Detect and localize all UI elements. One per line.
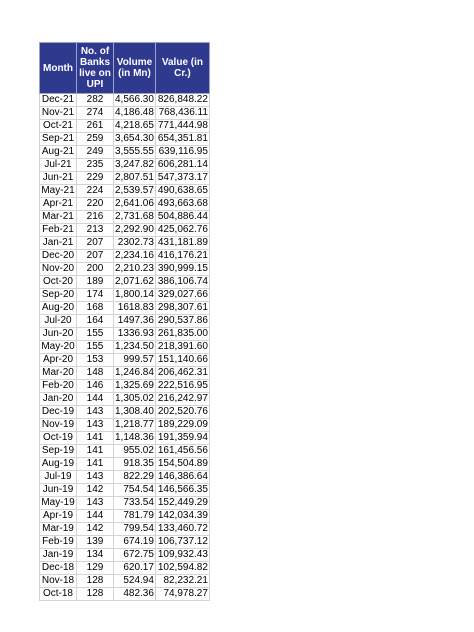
banks-cell: 164 xyxy=(77,315,114,328)
value-cell: 606,281.14 xyxy=(155,159,209,172)
table-row xyxy=(40,120,210,133)
volume-cell: 2,210.23 xyxy=(115,263,154,274)
month-cell: Feb-20 xyxy=(40,380,77,393)
value-cell: 298,307.61 xyxy=(155,302,209,315)
volume-cell: 482.36 xyxy=(114,588,156,601)
table-row xyxy=(40,94,210,107)
value-cell: 189,229.09 xyxy=(155,419,209,432)
value-cell: 74,978.27 xyxy=(155,588,209,601)
volume-cell: 955.02 xyxy=(114,445,156,458)
month-cell: Aug-19 xyxy=(40,458,77,471)
month-cell: Jun-19 xyxy=(40,484,77,497)
banks-cell: 207 xyxy=(77,237,114,250)
table-row xyxy=(40,419,210,432)
banks-cell: 216 xyxy=(77,211,114,224)
value-cell: 151,140.66 xyxy=(155,354,209,367)
value-cell: 216,242.97 xyxy=(155,393,209,406)
month-cell: Jan-21 xyxy=(40,237,77,250)
volume-cell: 1,148.36 xyxy=(115,432,154,443)
value-cell: 222,516.95 xyxy=(155,380,209,393)
banks-cell: 207 xyxy=(77,250,114,263)
volume-cell: 2302.73 xyxy=(114,237,156,250)
table-row xyxy=(40,497,210,510)
table-row xyxy=(40,263,210,276)
table-row xyxy=(40,549,210,562)
volume-cell: 1,325.69 xyxy=(115,380,154,391)
volume-cell: 2,539.57 xyxy=(115,185,154,196)
table-row xyxy=(40,133,210,146)
month-cell: Sep-21 xyxy=(40,133,77,146)
volume-cell: 781.79 xyxy=(114,510,156,523)
table-row xyxy=(40,432,210,445)
banks-cell: 143 xyxy=(77,406,114,419)
banks-cell: 200 xyxy=(77,263,114,276)
table-row xyxy=(40,315,210,328)
banks-cell: 155 xyxy=(77,328,114,341)
banks-cell: 143 xyxy=(77,419,114,432)
volume-cell: 2,292.90 xyxy=(115,224,154,235)
value-cell: 390,999.15 xyxy=(155,263,209,276)
volume-cell: 799.54 xyxy=(114,523,156,536)
value-cell: 768,436.11 xyxy=(155,107,209,120)
volume-cell: 822.29 xyxy=(114,471,156,484)
table-row xyxy=(40,484,210,497)
value-cell: 504,886.44 xyxy=(155,211,209,224)
month-cell: Aug-21 xyxy=(40,146,77,159)
table-row xyxy=(40,536,210,549)
month-cell: May-20 xyxy=(41,341,75,352)
month-cell: Oct-19 xyxy=(40,432,77,445)
month-cell: May-21 xyxy=(41,185,75,196)
table-row xyxy=(40,185,210,198)
volume-cell: 4,218.65 xyxy=(115,120,154,131)
banks-cell: 213 xyxy=(77,224,114,237)
table-row xyxy=(40,354,210,367)
month-cell: Nov-20 xyxy=(40,263,77,276)
volume-cell: 4,186.48 xyxy=(115,107,154,118)
banks-cell: 174 xyxy=(77,289,114,302)
volume-cell: 672.75 xyxy=(114,549,156,562)
table-row xyxy=(40,146,210,159)
month-cell: Feb-21 xyxy=(40,224,77,237)
banks-cell: 235 xyxy=(77,159,114,172)
month-cell: Feb-19 xyxy=(40,536,77,549)
month-cell: Nov-21 xyxy=(40,107,77,120)
table-row xyxy=(40,471,210,484)
banks-cell: 155 xyxy=(77,341,114,354)
month-cell: Jun-21 xyxy=(40,172,77,185)
volume-cell: 1618.83 xyxy=(114,302,156,315)
banks-cell: 142 xyxy=(77,484,114,497)
volume-cell: 3,247.82 xyxy=(115,159,154,170)
table-row xyxy=(40,276,210,289)
month-cell: May-19 xyxy=(41,497,75,508)
value-cell: 102,594.82 xyxy=(155,562,209,575)
month-cell: Mar-20 xyxy=(40,367,77,380)
table-row xyxy=(40,393,210,406)
volume-cell: 2,071.62 xyxy=(115,276,154,287)
table-row xyxy=(40,250,210,263)
value-cell: 191,359.94 xyxy=(155,432,209,445)
table-row xyxy=(40,237,210,250)
month-cell: Jul-21 xyxy=(40,159,77,172)
value-cell: 290,537.86 xyxy=(155,315,209,328)
header-row xyxy=(40,43,210,94)
month-cell: Mar-19 xyxy=(40,523,77,536)
table-row xyxy=(40,588,210,601)
month-cell: Sep-20 xyxy=(40,289,77,302)
banks-cell: 134 xyxy=(77,549,114,562)
table-row xyxy=(40,458,210,471)
header-banks-live: No. of Banks live on UPI xyxy=(77,43,114,94)
header-month: Month xyxy=(40,43,77,94)
banks-cell: 189 xyxy=(77,276,114,289)
month-cell: Jan-19 xyxy=(40,549,77,562)
value-cell: 639,116.95 xyxy=(155,146,209,159)
upi-statistics-table xyxy=(39,42,210,601)
volume-cell: 1,308.40 xyxy=(115,406,154,417)
value-cell: 431,181.89 xyxy=(155,237,209,250)
banks-cell: 274 xyxy=(77,107,114,120)
volume-cell: 1336.93 xyxy=(114,328,156,341)
banks-cell: 261 xyxy=(77,120,114,133)
month-cell: Jul-20 xyxy=(40,315,77,328)
month-cell: Nov-18 xyxy=(40,575,77,588)
table-row xyxy=(40,380,210,393)
banks-cell: 128 xyxy=(77,588,114,601)
banks-cell: 144 xyxy=(77,510,114,523)
table-row xyxy=(40,341,210,354)
banks-cell: 142 xyxy=(77,523,114,536)
month-cell: Jul-19 xyxy=(40,471,77,484)
table-row xyxy=(40,510,210,523)
volume-cell: 2,641.06 xyxy=(115,198,154,209)
banks-cell: 259 xyxy=(77,133,114,146)
table-row xyxy=(40,289,210,302)
month-cell: Jun-20 xyxy=(40,328,77,341)
banks-cell: 141 xyxy=(77,445,114,458)
upi-statistics-sheet xyxy=(39,42,210,601)
month-cell: Apr-20 xyxy=(40,354,77,367)
month-cell: Dec-18 xyxy=(40,562,77,575)
table-row xyxy=(40,562,210,575)
value-cell: 202,520.76 xyxy=(155,406,209,419)
table-row xyxy=(40,302,210,315)
value-cell: 133,460.72 xyxy=(155,523,209,536)
banks-cell: 143 xyxy=(77,497,114,510)
volume-cell: 2,807.51 xyxy=(115,172,154,183)
table-row xyxy=(40,211,210,224)
value-cell: 206,462.31 xyxy=(155,367,209,380)
value-cell: 547,373.17 xyxy=(155,172,209,185)
volume-cell: 2,234.16 xyxy=(115,250,154,261)
value-cell: 490,638.65 xyxy=(155,185,209,198)
volume-cell: 674.19 xyxy=(114,536,156,549)
volume-cell: 754.54 xyxy=(114,484,156,497)
banks-cell: 148 xyxy=(77,367,114,380)
banks-cell: 139 xyxy=(77,536,114,549)
month-cell: Mar-21 xyxy=(40,211,77,224)
volume-cell: 999.57 xyxy=(114,354,156,367)
value-cell: 154,504.89 xyxy=(155,458,209,471)
value-cell: 218,391.60 xyxy=(155,341,209,354)
value-cell: 329,027.66 xyxy=(155,289,209,302)
value-cell: 654,351.81 xyxy=(155,133,209,146)
volume-cell: 733.54 xyxy=(114,497,156,510)
table-row xyxy=(40,107,210,120)
month-cell: Nov-19 xyxy=(40,419,77,432)
header-volume: Volume (in Mn) xyxy=(114,43,156,94)
month-cell: Apr-19 xyxy=(40,510,77,523)
value-cell: 146,566.35 xyxy=(155,484,209,497)
banks-cell: 128 xyxy=(77,575,114,588)
table-row xyxy=(40,406,210,419)
volume-cell: 1,305.02 xyxy=(115,393,154,404)
table-body xyxy=(40,94,210,601)
header-value: Value (in Cr.) xyxy=(155,43,209,94)
month-cell: Jan-20 xyxy=(40,393,77,406)
value-cell: 261,835.00 xyxy=(155,328,209,341)
value-cell: 152,449.29 xyxy=(155,497,209,510)
banks-cell: 141 xyxy=(77,432,114,445)
volume-cell: 524.94 xyxy=(114,575,156,588)
volume-cell: 1,234.50 xyxy=(115,341,154,352)
banks-cell: 141 xyxy=(77,458,114,471)
month-cell: Oct-21 xyxy=(40,120,77,133)
table-row xyxy=(40,445,210,458)
value-cell: 493,663.68 xyxy=(155,198,209,211)
volume-cell: 1,218.77 xyxy=(115,419,154,430)
table-row xyxy=(40,224,210,237)
value-cell: 416,176.21 xyxy=(155,250,209,263)
value-cell: 161,456.56 xyxy=(155,445,209,458)
table-row xyxy=(40,172,210,185)
banks-cell: 146 xyxy=(77,380,114,393)
banks-cell: 129 xyxy=(77,562,114,575)
value-cell: 142,034.39 xyxy=(155,510,209,523)
value-cell: 826,848.22 xyxy=(155,94,209,107)
volume-cell: 918.35 xyxy=(114,458,156,471)
banks-cell: 168 xyxy=(77,302,114,315)
value-cell: 146,386.64 xyxy=(155,471,209,484)
banks-cell: 220 xyxy=(77,198,114,211)
month-cell: Apr-21 xyxy=(40,198,77,211)
volume-cell: 3,654.30 xyxy=(115,133,154,144)
volume-cell: 1497.36 xyxy=(114,315,156,328)
table-row xyxy=(40,159,210,172)
volume-cell: 620.17 xyxy=(114,562,156,575)
month-cell: Dec-19 xyxy=(40,406,77,419)
banks-cell: 224 xyxy=(77,185,114,198)
value-cell: 386,106.74 xyxy=(155,276,209,289)
month-cell: Dec-20 xyxy=(40,250,77,263)
volume-cell: 2,731.68 xyxy=(115,211,154,222)
month-cell: Oct-20 xyxy=(40,276,77,289)
banks-cell: 229 xyxy=(77,172,114,185)
volume-cell: 4,566.30 xyxy=(115,94,154,105)
banks-cell: 249 xyxy=(77,146,114,159)
table-row xyxy=(40,575,210,588)
month-cell: Sep-19 xyxy=(40,445,77,458)
value-cell: 425,062.76 xyxy=(155,224,209,237)
value-cell: 109,932.43 xyxy=(155,549,209,562)
banks-cell: 282 xyxy=(77,94,114,107)
table-row xyxy=(40,367,210,380)
month-cell: Dec-21 xyxy=(40,94,77,107)
month-cell: Oct-18 xyxy=(40,588,77,601)
banks-cell: 153 xyxy=(77,354,114,367)
volume-cell: 1,246.84 xyxy=(115,367,154,378)
month-cell: Aug-20 xyxy=(40,302,77,315)
table-row xyxy=(40,328,210,341)
value-cell: 106,737.12 xyxy=(155,536,209,549)
volume-cell: 3,555.55 xyxy=(115,146,154,157)
value-cell: 771,444.98 xyxy=(155,120,209,133)
volume-cell: 1,800.14 xyxy=(115,289,154,300)
banks-cell: 143 xyxy=(77,471,114,484)
banks-cell: 144 xyxy=(77,393,114,406)
table-row xyxy=(40,523,210,536)
value-cell: 82,232.21 xyxy=(155,575,209,588)
table-row xyxy=(40,198,210,211)
